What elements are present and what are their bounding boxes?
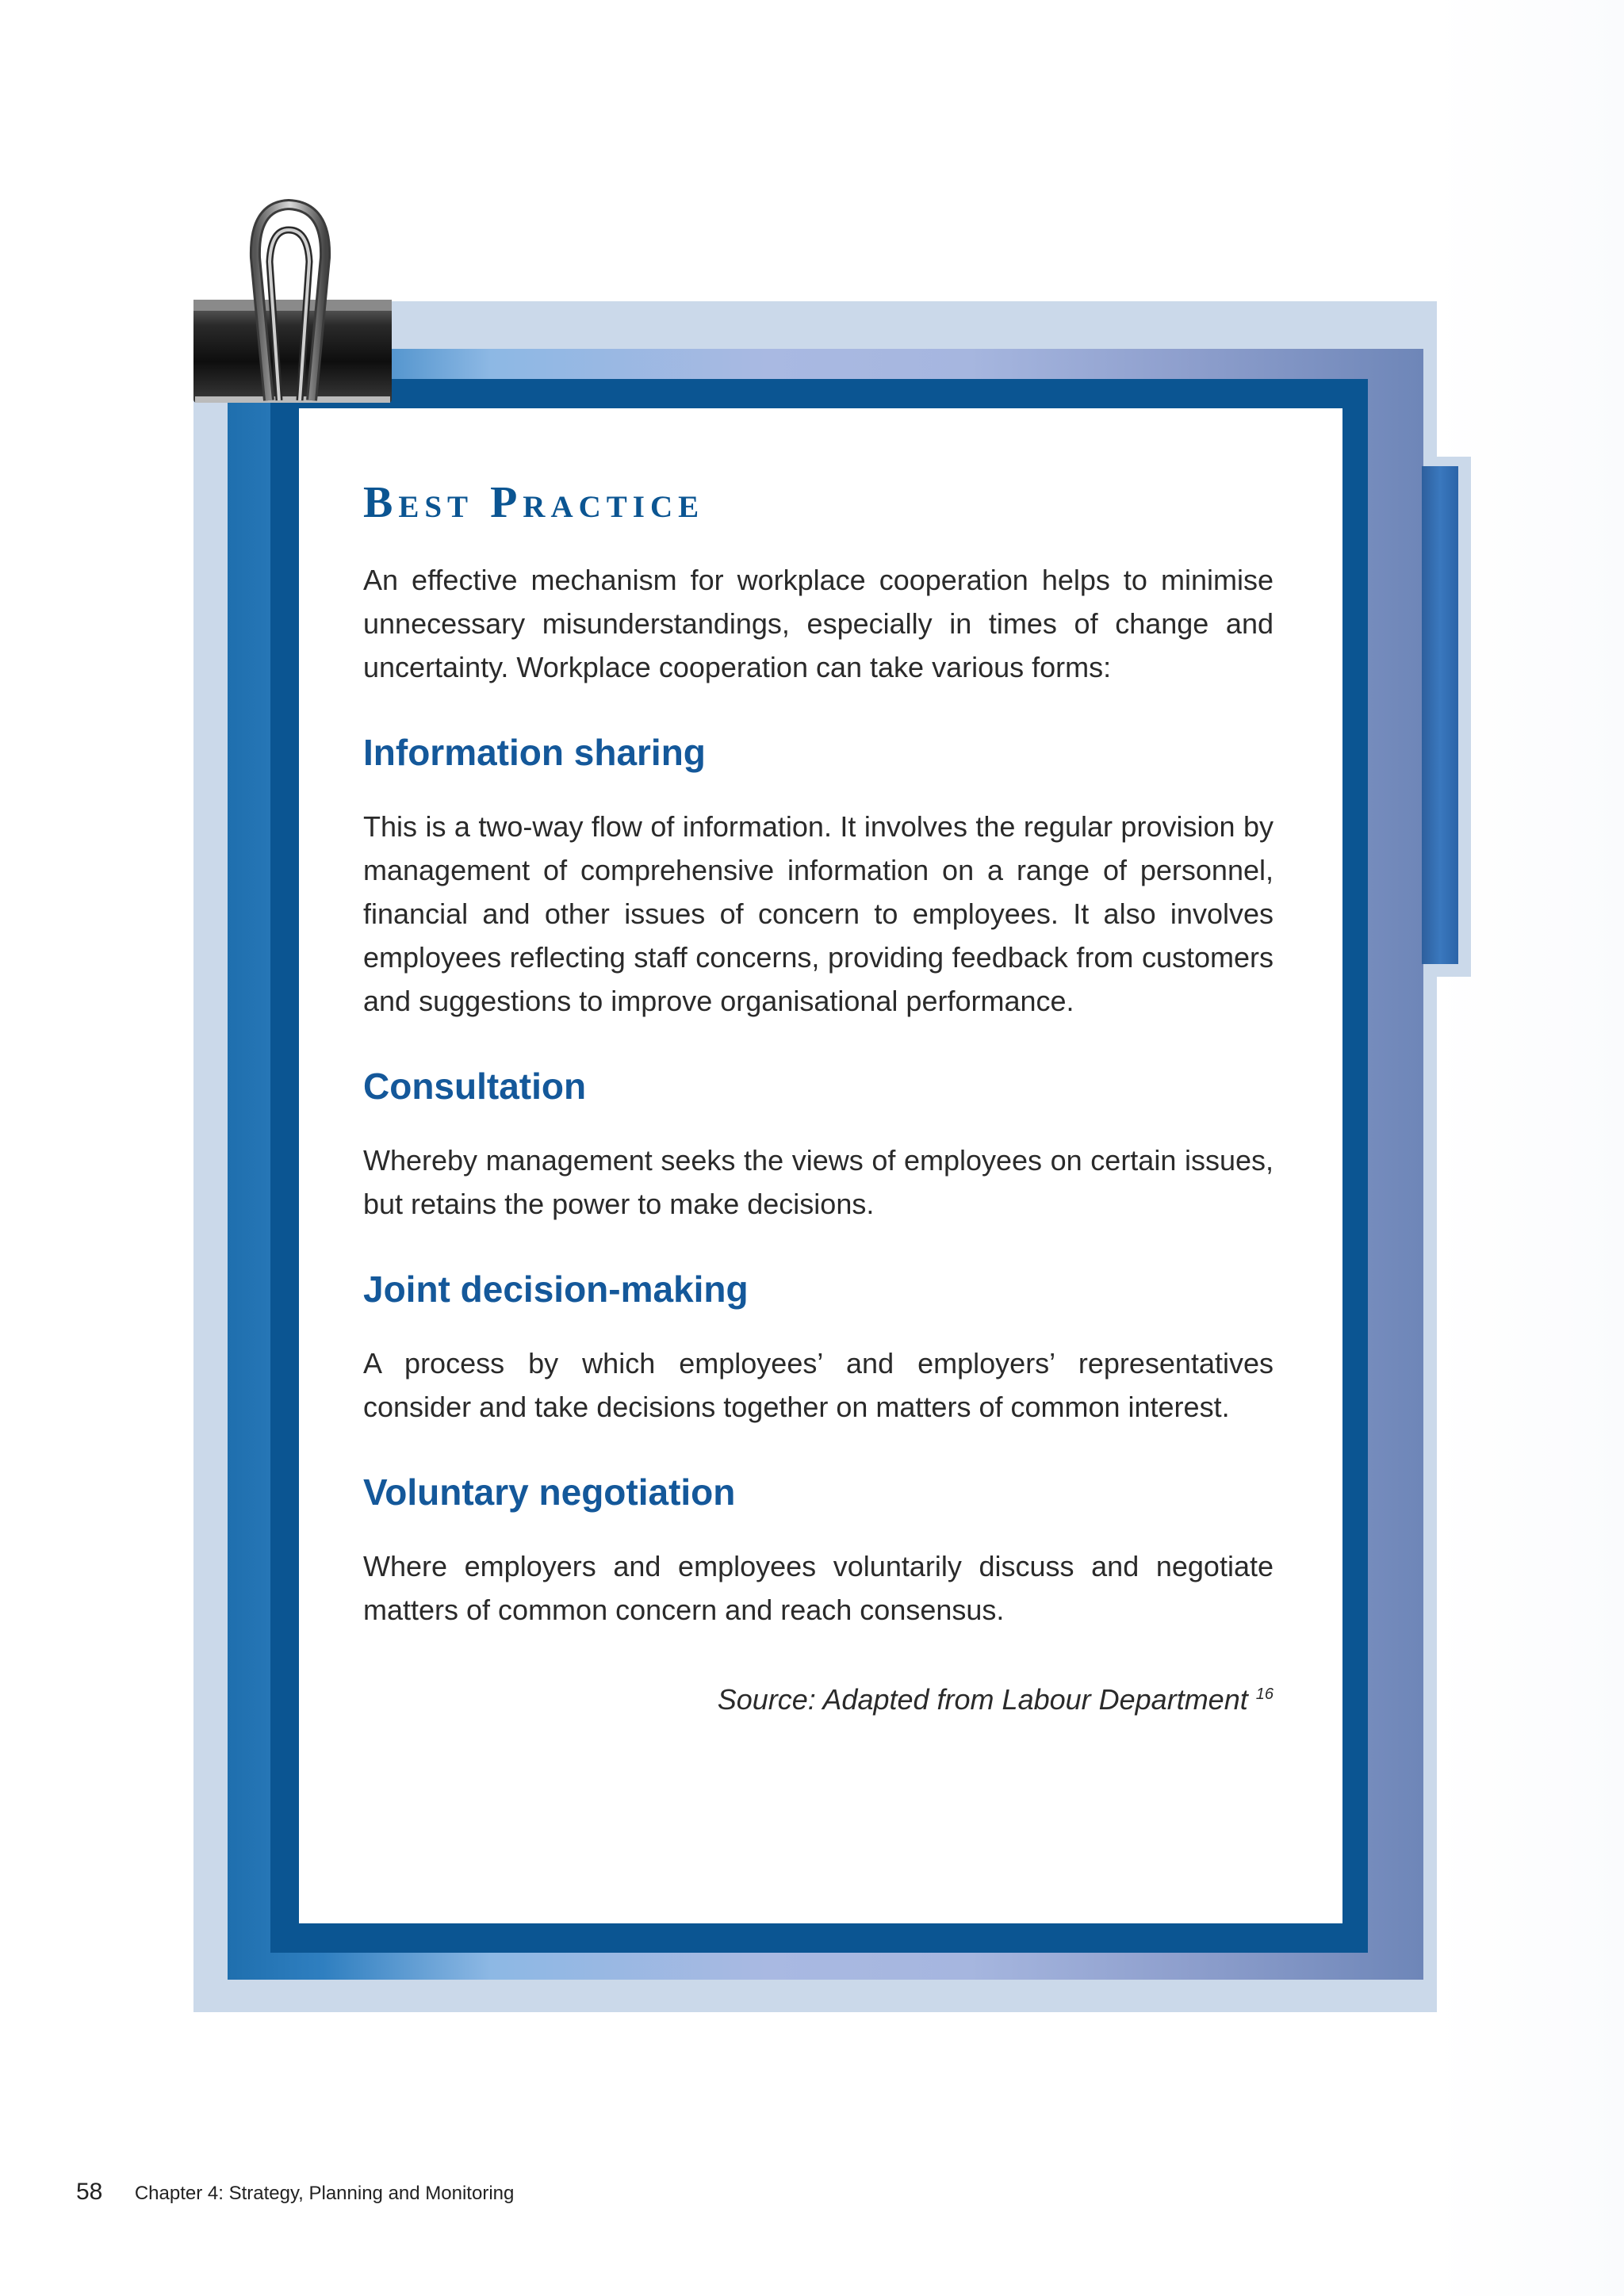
section-body: A process by which employees’ and employers’ representatives consider and take decisions together on matters of common interest. bbox=[363, 1347, 1274, 1423]
section-body: Whereby management seeks the views of employees on certain issues, but retains the power to make decisions. bbox=[363, 1144, 1274, 1220]
section-joint-decision-making bbox=[363, 1267, 1274, 1429]
intro-paragraph: An effective mechanism for workplace cooperation helps to minimise unnecessary misunderstandings, especially in times of change and uncertainty. Workplace cooperation can take various forms: bbox=[363, 564, 1274, 683]
source-footnote-ref: 16 bbox=[1255, 1686, 1274, 1703]
page-number: 58 bbox=[76, 2179, 103, 2205]
section-voluntary-negotiation bbox=[363, 1470, 1274, 1632]
section-heading: Consultation bbox=[363, 1066, 587, 1107]
chapter-title: Chapter 4: Strategy, Planning and Monitoring bbox=[134, 2183, 515, 2204]
page-footer bbox=[76, 2179, 514, 2206]
source-text: Source: Adapted from Labour Department bbox=[717, 1683, 1248, 1716]
section-body: This is a two-way flow of information. It involves the regular provision by management of comprehensive information on a range of personnel, financial and other issues of concern to employees. It also involves employees reflecting staff concerns, providing feedback from customers and suggestions to improve organisational performance. bbox=[363, 810, 1274, 1017]
section-body: Where employers and employees voluntarily discuss and negotiate matters of common concern and reach consensus. bbox=[363, 1550, 1274, 1626]
folder-tab bbox=[1422, 466, 1458, 964]
section-consultation bbox=[363, 1064, 1274, 1226]
section-heading: Voluntary negotiation bbox=[363, 1471, 736, 1513]
section-heading: Information sharing bbox=[363, 732, 706, 773]
page-edge-shade bbox=[1435, 0, 1624, 2296]
source-citation bbox=[363, 1673, 1274, 1721]
section-information-sharing bbox=[363, 730, 1274, 1023]
box-title: Best Practice bbox=[363, 478, 705, 527]
binder-clip-icon bbox=[193, 198, 392, 408]
best-practice-content bbox=[363, 480, 1274, 1721]
section-heading: Joint decision-making bbox=[363, 1269, 749, 1310]
